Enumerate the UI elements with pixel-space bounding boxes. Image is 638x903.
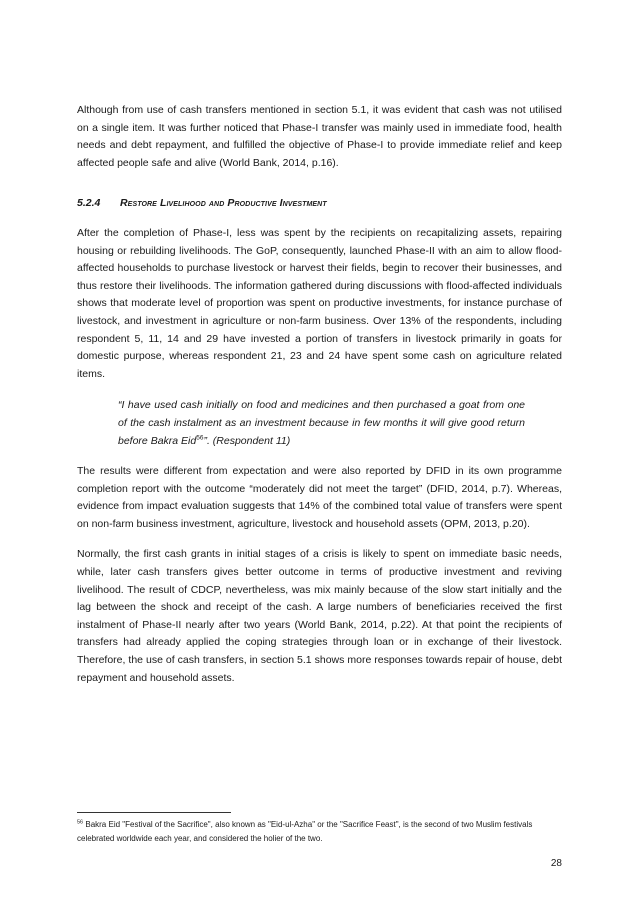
quote-footnote-ref[interactable]: 56	[196, 434, 204, 441]
section-title: Restore Livelihood and Productive Investment	[120, 197, 327, 210]
paragraph-phase-two: After the completion of Phase-I, less was spent by the recipients on recapitalizing assets, repairing housing or rebuilding livelihoods. The GoP, consequently, launched Phase-II with an aim to allow flood-affected households to purchase livestock or harvest their fields, begin to recover their businesses, and thus restore their livelihoods. The information gathered during discussions with flood-affected individuals shows that moderate level of proportion was spent on productive investments, for instance purchase of livestock, and investment in agriculture or non-farm business. Over 13% of the respondents, including respondent 5, 11, 14 and 29 have invested a portion of transfers in livestock primarily in goats for domestic purpose, whereas respondent 21, 23 and 24 have spent some cash on agriculture related items.	[77, 226, 562, 380]
footnote-text: Bakra Eid "Festival of the Sacrifice", also known as "Eid-ul-Azha" or the "Sacrifice Feast", is the second of two Muslim festivals celebrated worldwide each year, and considered the holier of the two.	[77, 820, 533, 843]
page-number: 28	[550, 858, 562, 869]
paragraph-dfid-results: The results were different from expectation and were also reported by DFID in its own programme completion report with the outcome “moderately did not meet the target” (DFID, 2014, p.7). Whereas, evidence from impact evaluation suggests that 14% of the combined total value of transfers were spent on non-farm business investment, agriculture, livestock and household assets (OPM, 2013, p.20).	[77, 465, 562, 530]
paragraph-cash-grants: Normally, the first cash grants in initial stages of a crisis is likely to spent on immediate basic needs, while, later cash transfers gives better outcome in terms of productive investment and reviving livelihood. The result of CDCP, nevertheless, was mix mainly because of the slow start initially and the lag between the shock and receipt of the cash. A large numbers of beneficiaries received the first instalment of Phase-II nearly after two years (World Bank, 2014, p.22). At that point the recipients of transfers had already applied the coping strategies through loan or in exchange of their livestock. Therefore, the use of cash transfers, in section 5.1 shows more responses towards repair of house, debt repayment and household assets.	[77, 548, 562, 684]
page-body	[77, 102, 562, 687]
footnote-separator	[77, 812, 231, 813]
footnote-number: 56	[77, 819, 84, 826]
quote-text-start: “I have used cash initially on food and medicines and then purchased a goat from one of the cash instalment as an investment because in few months it will give good return before Bakra Eid	[118, 399, 525, 447]
paragraph-cash-utilisation: Although from use of cash transfers mentioned in section 5.1, it was evident that cash was not utilised on a single item. It was further noticed that Phase-I transfer was mainly used in immediate food, health needs and debt repayment, and fulfilled the objective of Phase-I to provide immediate relief and keep affected people safe and alive (World Bank, 2014, p.16).	[77, 104, 562, 169]
respondent-quote	[118, 397, 525, 450]
section-number: 5.2.4	[77, 197, 101, 210]
footnote	[77, 818, 562, 846]
section-heading	[77, 195, 562, 213]
quote-text-end: ”. (Respondent 11)	[203, 434, 291, 447]
